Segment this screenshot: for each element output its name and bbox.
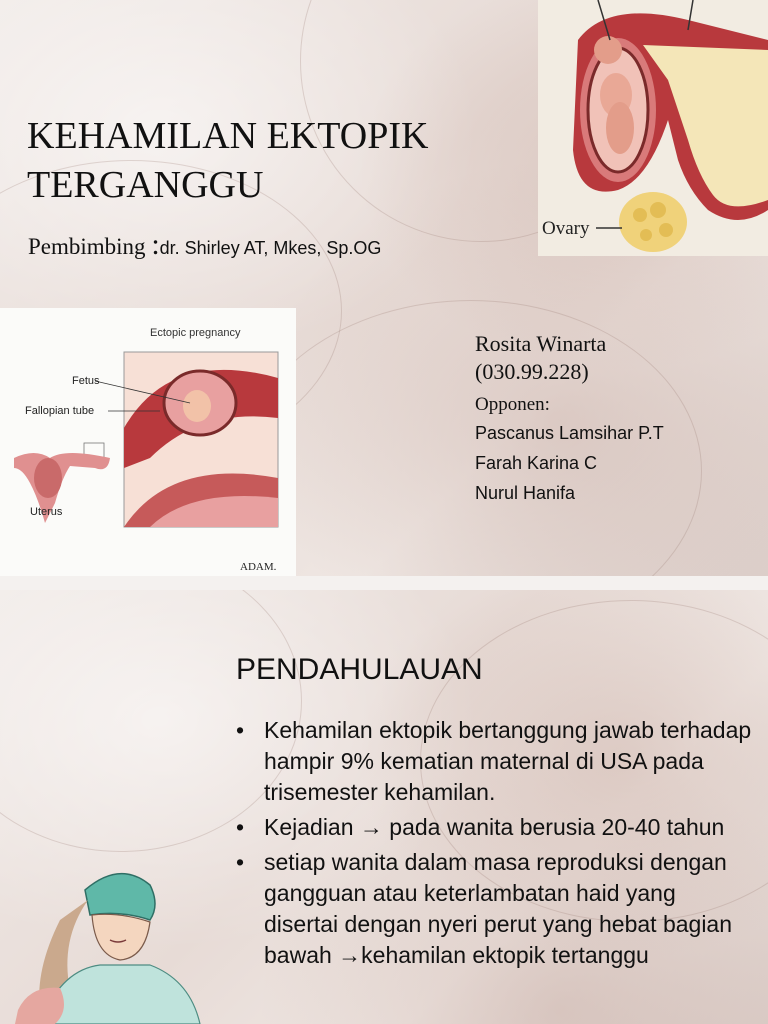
- bullet-dot: •: [236, 717, 245, 743]
- fetus-label: Fetus: [72, 375, 100, 387]
- presenter-info: [475, 330, 664, 508]
- slide-title: [27, 112, 507, 210]
- section-title: PENDAHULAUAN: [236, 653, 483, 686]
- bullet-text: Kejadian → pada wanita berusia 20-40 tahun: [264, 814, 725, 840]
- bullet-list: [236, 715, 756, 975]
- opponent-item: Nurul Hanifa: [475, 483, 576, 503]
- nurse-clipart-graphic: [0, 860, 225, 1024]
- introduction-slide: [0, 590, 768, 1024]
- fallopian-tube-label: Fallopian tube: [25, 405, 95, 417]
- bullet-item: [236, 715, 756, 808]
- opponent-item: Farah Karina C: [475, 453, 598, 473]
- opponent-item: Pascanus Lamsihar P.T: [475, 423, 664, 443]
- ovary-label: Ovary: [542, 218, 590, 239]
- bullet-text: setiap wanita dalam masa reproduksi dengan gangguan atau keterlambatan haid yang disertai dengan nyeri perut yang hebat bagian bawah →kehamilan ektopik tertanggu: [264, 849, 733, 968]
- bullet-item: [236, 812, 756, 843]
- adam-credit: ADAM.: [240, 561, 277, 573]
- uterus-label: Uterus: [30, 506, 63, 518]
- bullet-text: Kehamilan ektopik bertanggung jawab terhadap hampir 9% kematian maternal di USA pada trisemester kehamilan.: [264, 717, 752, 805]
- bullet-item: [236, 847, 756, 971]
- supervisor-label: Pembimbing: [28, 234, 152, 259]
- supervisor-colon: :: [151, 228, 160, 261]
- ectopic-title-label: Ectopic pregnancy: [150, 327, 241, 339]
- title-line-1: KEHAMILAN EKTOPIK: [27, 115, 429, 157]
- presenter-name: Rosita Winarta: [475, 331, 607, 356]
- supervisor-name: dr. Shirley AT, Mkes, Sp.OG: [159, 238, 382, 258]
- ovary-illustration-graphic: [538, 0, 768, 256]
- opponents-label: Opponen:: [475, 394, 550, 415]
- presenter-id: (030.99.228): [475, 359, 589, 384]
- bullet-dot: •: [236, 814, 245, 840]
- bullet-dot: •: [236, 849, 245, 875]
- supervisor-line: [28, 228, 381, 262]
- ectopic-pregnancy-graphic: [0, 308, 296, 576]
- ovary-illustration: [538, 0, 768, 256]
- nurse-clipart: [0, 860, 225, 1024]
- ectopic-pregnancy-illustration: [0, 308, 296, 576]
- title-line-2: TERGANGGU: [27, 164, 264, 206]
- slide-divider: [0, 576, 768, 590]
